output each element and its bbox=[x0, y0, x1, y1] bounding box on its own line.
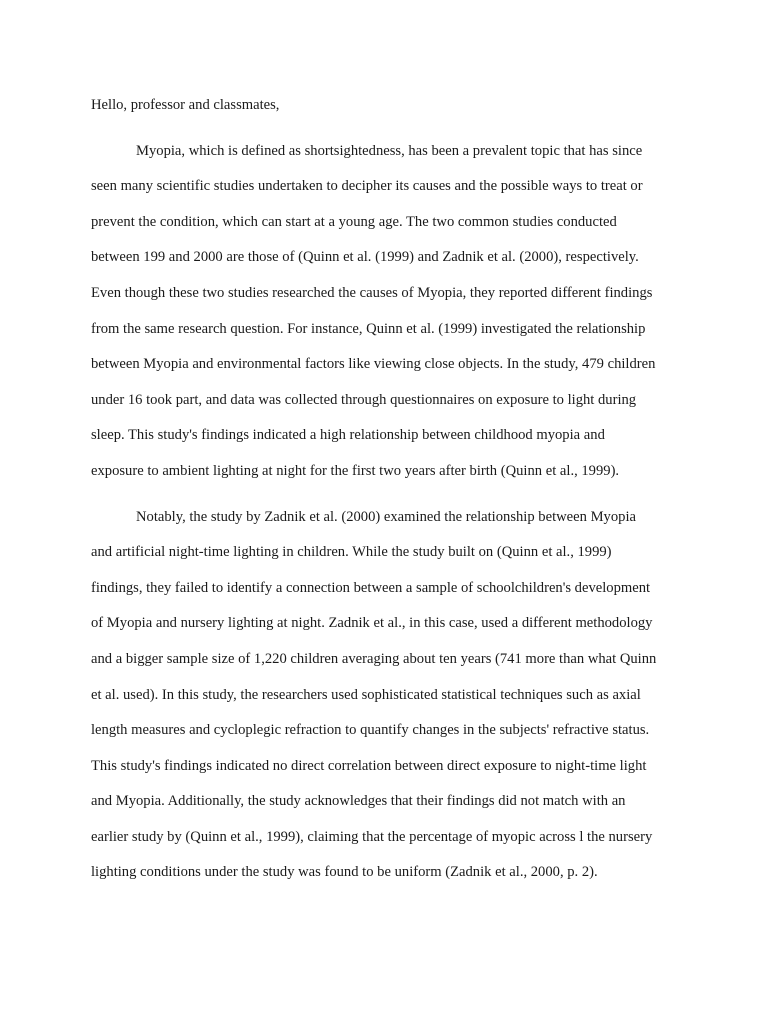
paragraph-1 bbox=[91, 134, 683, 490]
paragraph-2-line: et al. used). In this study, the researchers used sophisticated statistical techniques such as axial bbox=[91, 686, 641, 703]
paragraph-2-line: lighting conditions under the study was found to be uniform (Zadnik et al., 2000, p. 2). bbox=[91, 864, 598, 881]
paragraph-1-line: prevent the condition, which can start at a young age. The two common studies conducted bbox=[91, 213, 617, 230]
paragraph-1-line: Myopia, which is defined as shortsightedness, has been a prevalent topic that has since bbox=[136, 142, 643, 159]
paragraph-2-line: Notably, the study by Zadnik et al. (2000) examined the relationship between Myopia bbox=[136, 508, 636, 525]
paragraph-2-line: length measures and cycloplegic refraction to quantify changes in the subjects' refractive status. bbox=[91, 722, 650, 739]
paragraph-2-line: findings, they failed to identify a connection between a sample of schoolchildren's development bbox=[91, 579, 651, 596]
paragraph-2-line: and a bigger sample size of 1,220 children averaging about ten years (741 more than what Quinn bbox=[91, 650, 657, 667]
paragraph-1-line: from the same research question. For instance, Quinn et al. (1999) investigated the relationship bbox=[91, 320, 646, 337]
paragraph-1-line: seen many scientific studies undertaken to decipher its causes and the possible ways to treat or bbox=[91, 178, 643, 195]
document-page bbox=[91, 88, 683, 901]
paragraph-1-line: Even though these two studies researched the causes of Myopia, they reported different findings bbox=[91, 284, 653, 301]
paragraph-1-line: between 199 and 2000 are those of (Quinn et al. (1999) and Zadnik et al. (2000), respectively. bbox=[91, 249, 639, 266]
paragraph-2-line: of Myopia and nursery lighting at night. Zadnik et al., in this case, used a different methodology bbox=[91, 615, 653, 632]
greeting-line: Hello, professor and classmates, bbox=[91, 97, 280, 113]
paragraph-1-line: sleep. This study's findings indicated a high relationship between childhood myopia and bbox=[91, 427, 605, 444]
paragraph-1-line: between Myopia and environmental factors like viewing close objects. In the study, 479 children bbox=[91, 356, 656, 373]
paragraph-2-line: This study's findings indicated no direct correlation between direct exposure to night-time light bbox=[91, 757, 647, 774]
paragraph-2-line: and Myopia. Additionally, the study acknowledges that their findings did not match with an bbox=[91, 793, 626, 810]
paragraph-2-line: and artificial night-time lighting in children. While the study built on (Quinn et al., 1999) bbox=[91, 544, 612, 561]
paragraph-1-line: exposure to ambient lighting at night for the first two years after birth (Quinn et al., 1999). bbox=[91, 462, 620, 479]
paragraph-2 bbox=[91, 500, 683, 892]
paragraph-2-line: earlier study by (Quinn et al., 1999), claiming that the percentage of myopic across l the nursery bbox=[91, 828, 653, 845]
paragraph-1-line: under 16 took part, and data was collected through questionnaires on exposure to light during bbox=[91, 391, 637, 408]
